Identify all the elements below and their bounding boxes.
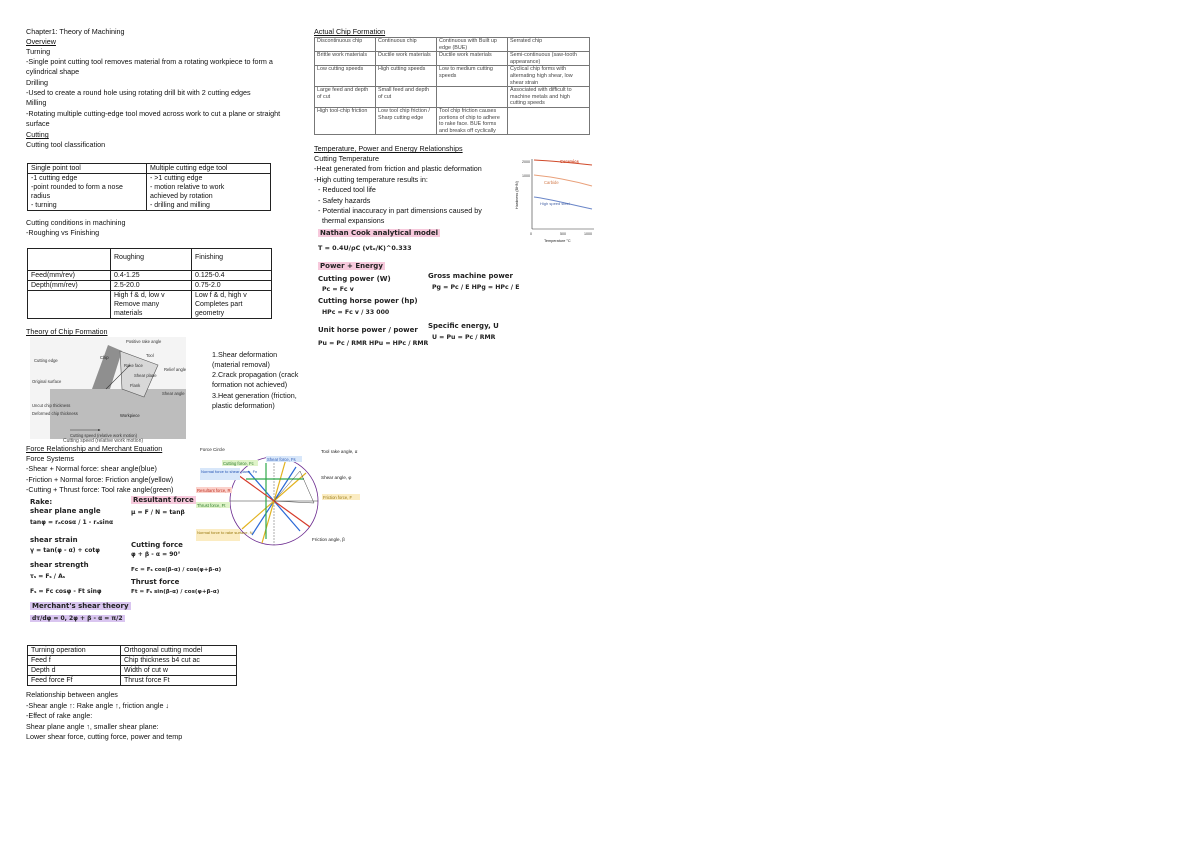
diagram-label: Original surface <box>32 379 62 384</box>
cell-line: -1 cutting edge <box>31 175 78 182</box>
y-tick-label: 2000 <box>522 160 530 164</box>
temp-line: -Heat generated from friction and plastic deformation <box>314 164 482 173</box>
table-cell: Low tool chip friction / Sharp cutting edge <box>376 107 437 134</box>
table-cell: 0.75-2.0 <box>192 281 272 291</box>
table-header: Turning operation <box>28 646 121 656</box>
table-cell: Width of cut w <box>121 666 237 676</box>
table-cell: 2.5-20.0 <box>111 281 192 291</box>
table-cell: Chip thickness b4 cut ac <box>121 656 237 666</box>
chapter-title: Chapter1: Theory of Machining <box>26 27 125 36</box>
relationship-line: Relationship between angles <box>26 690 118 699</box>
conditions-line: Cutting conditions in machining <box>26 218 126 227</box>
table-header: Finishing <box>192 249 272 271</box>
force-line: -Shear + Normal force: shear angle(blue) <box>26 464 157 473</box>
table-cell: Low cutting speeds <box>315 66 376 87</box>
table-header: Roughing <box>111 249 192 271</box>
chip-step: 2.Crack propagation (crack <box>212 370 299 379</box>
table-cell <box>192 291 272 319</box>
hw-merchant-theory <box>30 602 131 610</box>
diagram-caption: Cutting speed (relative work motion) <box>63 438 144 444</box>
label-friction-force: Friction force, F <box>323 495 353 500</box>
table-cell: Small feed and depth of cut <box>376 87 437 108</box>
table-cell <box>28 291 111 319</box>
label-shear-angle: Shear angle, φ <box>321 475 352 480</box>
force-line: Force Systems <box>26 454 74 463</box>
table-header <box>28 249 111 271</box>
overview-line: -Used to create a round hole using rotating drill bit with 2 cutting edges <box>26 88 251 97</box>
cutting-heading: Cutting <box>26 130 49 139</box>
overview-line: cylindrical shape <box>26 67 80 76</box>
chip-types-table <box>314 37 590 135</box>
temp-line: Cutting Temperature <box>314 154 379 163</box>
table-cell: Feed(mm/rev) <box>28 271 111 281</box>
series-label: Ceramics <box>560 159 579 164</box>
series-line-carbide <box>534 175 592 186</box>
table-cell: Large feed and depth of cut <box>315 87 376 108</box>
hw-resultant <box>131 496 196 504</box>
label-rake-angle: Tool rake angle, α <box>321 449 358 454</box>
cell-line: geometry <box>195 310 225 317</box>
diagram-label: Relief angle <box>164 367 186 372</box>
x-tick-label: 0 <box>530 232 532 236</box>
hw-highlight: Nathan Cook analytical model <box>320 229 439 237</box>
diagram-label: Uncut chip thickness <box>32 403 71 408</box>
chip-formation-diagram <box>30 337 186 439</box>
hw-gamma-equation: γ = tan(φ - α) + cotφ <box>30 547 100 554</box>
force-line: -Friction + Normal force: Friction angle(yellow) <box>26 475 174 484</box>
diagram-label: Deformed chip thickness <box>32 411 78 416</box>
hw-temp-equation: T = 0.4U/ρC (vtₒ/K)^0.333 <box>318 244 412 252</box>
cell-line: High f & d, low v <box>114 292 165 299</box>
series-label: Carbide <box>544 180 559 185</box>
hw-shear-strain: shear strain <box>30 536 78 544</box>
hw-highlight: Power + Energy <box>320 262 383 270</box>
chip-formation-heading: Theory of Chip Formation <box>26 327 108 336</box>
cell-line: Remove many <box>114 301 160 308</box>
table-cell <box>437 87 508 108</box>
temp-line: - Safety hazards <box>314 196 371 205</box>
diagram-label: Rake face <box>124 363 143 368</box>
force-circle-title: Force Circle <box>200 447 225 452</box>
chip-step: (material removal) <box>212 360 270 369</box>
temp-line: -High cutting temperature results in: <box>314 175 428 184</box>
hw-fs-equation: Fₛ = Fc cosφ - Ft sinφ <box>30 588 102 595</box>
table-header: Serrated chip <box>508 38 590 52</box>
label-shear-force: Shear force, Fs <box>267 457 296 462</box>
force-line: -Cutting + Thrust force: Tool rake angle(green) <box>26 485 174 494</box>
conditions-line: -Roughing vs Finishing <box>26 228 100 237</box>
chip-step: plastic deformation) <box>212 401 275 410</box>
roughing-finishing-table <box>27 248 272 319</box>
hw-rake: Rake: <box>30 498 53 506</box>
temp-line: thermal expansions <box>314 216 385 225</box>
diagram-label: Chip <box>100 355 109 360</box>
x-tick-label: 1000 <box>584 232 592 236</box>
overview-line: Milling <box>26 98 47 107</box>
y-tick-label: 1000 <box>522 174 530 178</box>
hw-nathan-model <box>318 229 440 237</box>
table-cell: High tool-chip friction <box>315 107 376 134</box>
hw-cutting-power: Cutting power (W) <box>318 275 391 283</box>
hw-tau-equation: τₛ = Fₛ / Aₛ <box>30 573 66 580</box>
hw-fc-equation: Fc = Fₛ cos(β-α) / cos(φ+β-α) <box>131 567 222 573</box>
overview-heading: Overview <box>26 37 56 46</box>
overview-line: Turning <box>26 47 51 56</box>
cell-line: - turning <box>31 202 57 209</box>
hardness-temperature-chart <box>508 153 598 243</box>
cell-line: - >1 cutting edge <box>150 175 203 182</box>
relationship-line: -Shear angle ↑: Rake angle ↑, friction angle ↓ <box>26 701 170 710</box>
table-cell: Tool chip friction causes portions of chip to adhere to rake face. BUE forms and breaks off cyclically <box>437 107 508 134</box>
chip-step: 3.Heat generation (friction, <box>212 391 297 400</box>
cutting-subheading: Cutting tool classification <box>26 140 106 149</box>
label-thrust: Thrust force, Ft <box>197 503 226 508</box>
series-label: High speed steel <box>540 201 570 206</box>
label-friction-angle: Friction angle, β <box>312 537 345 542</box>
x-tick-label: 500 <box>560 232 566 236</box>
hw-thrust-force: Thrust force <box>131 578 180 586</box>
table-cell: Associated with difficult to machine metals and high cutting speeds <box>508 87 590 108</box>
cell-line: radius <box>31 193 51 200</box>
cell-line: materials <box>114 310 143 317</box>
hw-u-equation: U = Pu = Pc / RMR <box>432 334 496 341</box>
cell-line: - motion relative to work <box>150 184 225 191</box>
cell-line: -point rounded to form a nose <box>31 184 123 191</box>
diagram-label: Cutting edge <box>34 358 58 363</box>
orthogonal-table <box>27 645 237 686</box>
diagram-label: Cutting speed (relative work motion) <box>70 433 138 438</box>
overview-line: -Rotating multiple cutting-edge tool moved across work to cut a plane or straight <box>26 109 281 118</box>
table-cell: Feed force Ff <box>28 676 121 686</box>
table-header: Single point tool <box>28 164 147 174</box>
label-normal-shear: Normal force to shear plane, Fn <box>201 469 258 474</box>
diagram-label: Tool <box>146 353 154 358</box>
table-cell <box>508 107 590 134</box>
diagram-label: Flank <box>130 383 141 388</box>
hw-cutting-force: Cutting force <box>131 541 183 549</box>
table-cell: 0.125-0.4 <box>192 271 272 281</box>
hw-highlight: Merchant's shear theory <box>32 602 129 610</box>
table-cell: Depth d <box>28 666 121 676</box>
cell-line: Low f & d, high v <box>195 292 247 299</box>
hw-highlight: Resultant force <box>133 496 194 504</box>
hw-ft-equation: Ft = Fₛ sin(β-α) / cos(φ+β-α) <box>131 589 220 595</box>
hw-power-energy <box>318 262 385 270</box>
hw-unit-hp: Unit horse power / power <box>318 326 418 334</box>
diagram-label: Workpiece <box>120 413 140 418</box>
y-axis-label: Hardness (BHN) <box>515 181 519 209</box>
table-header: Multiple cutting edge tool <box>147 164 271 174</box>
hw-mu-equation: μ = F / N = tanβ <box>131 509 185 516</box>
label-cutting-force: Cutting force, Fc <box>223 461 254 466</box>
tool-classification-table <box>27 163 271 211</box>
force-heading: Force Relationship and Merchant Equation <box>26 444 163 453</box>
table-cell <box>28 174 147 211</box>
hw-cf-equation: φ + β - α = 90° <box>131 551 181 558</box>
table-cell: Thrust force Ft <box>121 676 237 686</box>
table-cell: Semi-continuous (saw-tooth appearance) <box>508 52 590 66</box>
table-cell <box>147 174 271 211</box>
relationship-line: Lower shear force, cutting force, power and temp <box>26 732 183 741</box>
table-cell: 0.4-1.25 <box>111 271 192 281</box>
hw-pc-equation: Pc = Fc v <box>322 286 354 293</box>
table-header: Continuous chip <box>376 38 437 52</box>
table-cell: Brittle work materials <box>315 52 376 66</box>
hw-tan-equation: tanφ = rₐcosα / 1 - rₐsinα <box>30 519 114 526</box>
diagram-label: Positive rake angle <box>126 339 162 344</box>
hw-cutting-hp: Cutting horse power (hp) <box>318 297 418 305</box>
hw-specific-energy: Specific energy, U <box>428 322 499 330</box>
actual-chip-heading: Actual Chip Formation <box>314 27 386 36</box>
cell-line: achieved by rotation <box>150 193 213 200</box>
cell-line: - drilling and milling <box>150 202 210 209</box>
overview-line: surface <box>26 119 50 128</box>
table-cell: Low to medium cutting speeds <box>437 66 508 87</box>
table-cell: Feed f <box>28 656 121 666</box>
overview-line: Drilling <box>26 78 48 87</box>
x-axis-label: Temperature °C <box>544 239 571 243</box>
force-circle-diagram <box>196 443 374 548</box>
hw-gross-power: Gross machine power <box>428 272 513 280</box>
label-resultant: Resultant force, R <box>197 488 231 493</box>
hw-highlight: dτ/dφ = 0, 2φ + β - α = π/2 <box>32 615 123 622</box>
temp-line: - Reduced tool life <box>314 185 376 194</box>
overview-line: -Single point cutting tool removes material from a rotating workpiece to form a <box>26 57 273 66</box>
table-cell: Cyclical chip forms with alternating high shear, low shear strain <box>508 66 590 87</box>
hw-merchant-equation <box>30 615 125 622</box>
relationship-line: -Effect of rake angle: <box>26 711 93 720</box>
table-cell: Ductile work materials <box>376 52 437 66</box>
relationship-line: Shear plane angle ↑, smaller shear plane: <box>26 722 159 731</box>
cell-line: Completes part <box>195 301 243 308</box>
hw-unit-equation: Pu = Pc / RMR HPu = HPc / RMR <box>318 340 429 347</box>
hw-hpc-equation: HPc = Fc v / 33 000 <box>322 309 390 316</box>
diagram-label: Shear angle <box>162 391 185 396</box>
chip-step: formation not achieved) <box>212 380 288 389</box>
table-header: Orthogonal cutting model <box>121 646 237 656</box>
label-normal-rake: Normal force to rake surface, N <box>197 530 253 535</box>
table-header: Continuous with Built up edge (BUE) <box>437 38 508 52</box>
diagram-label: Shear plane <box>134 373 157 378</box>
hw-shear-strength: shear strength <box>30 561 89 569</box>
hw-shear-plane-angle: shear plane angle <box>30 507 101 515</box>
table-header: Discontinuous chip <box>315 38 376 52</box>
temp-heading: Temperature, Power and Energy Relationships <box>314 144 463 153</box>
table-cell: High cutting speeds <box>376 66 437 87</box>
table-cell: Depth(mm/rev) <box>28 281 111 291</box>
table-cell <box>111 291 192 319</box>
chip-step: 1.Shear deformation <box>212 350 278 359</box>
table-cell: Ductile work materials <box>437 52 508 66</box>
temp-line: - Potential inaccuracy in part dimensions caused by <box>314 206 482 215</box>
hw-pg-equation: Pg = Pc / E HPg = HPc / E <box>432 284 520 291</box>
